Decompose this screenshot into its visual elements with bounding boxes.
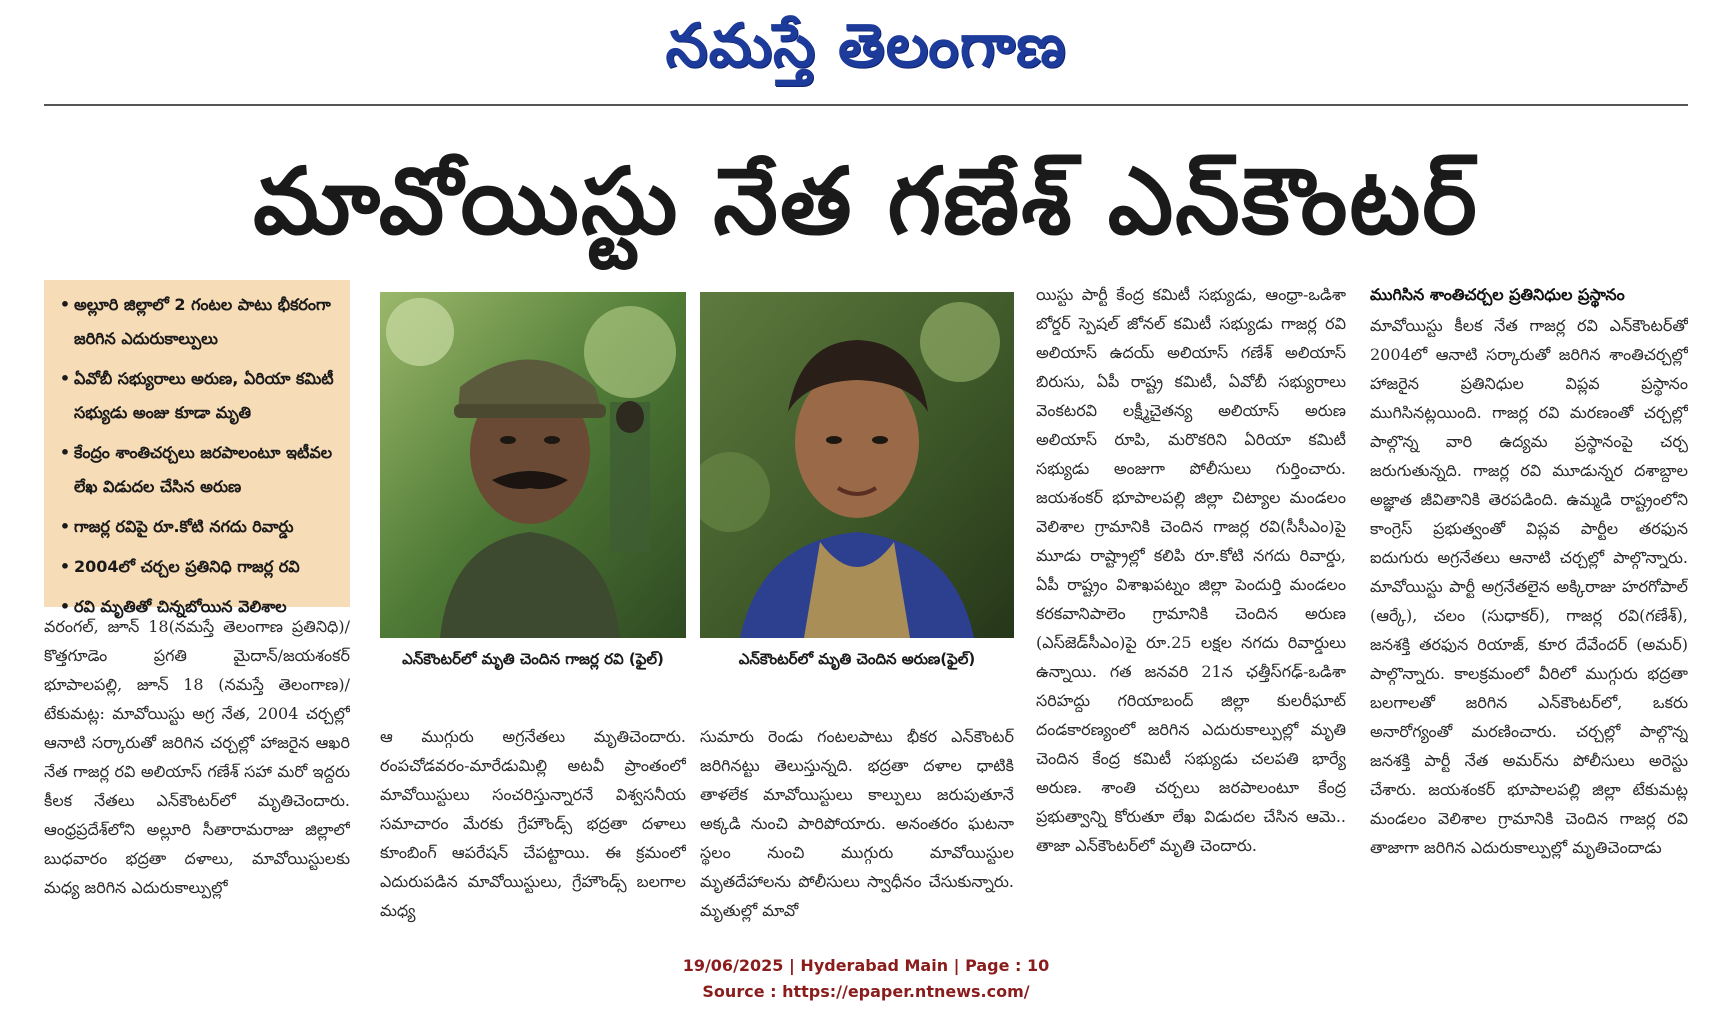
highlight-text: గాజర్ల రవిపై రూ.కోటి నగదు రివార్డు: [74, 517, 294, 536]
bullet-icon: •: [59, 597, 71, 616]
footer-issue-info: 19/06/2025 | Hyderabad Main | Page : 10: [682, 956, 1050, 975]
photo-aruna: [700, 292, 1014, 638]
bullet-icon: •: [59, 295, 71, 314]
column-text: యిస్టు పార్టీ కేంద్ర కమిటీ సభ్యుడు, ఆంధ్రా-ఒడిశా బోర్డర్ స్పెషల్ జోనల్ కమిటీ సభ్యుడు గాజర్ల రవి అలియాస్ ఉదయ్ అలియాస్ గణేశ్ అలియాస్ బిరుసు, ఏపీ రాష్ట్ర కమిటీ, ఏవోబీ సభ్యురాలు వెంకటరవి లక్ష్మీచైతన్య అలియాస్ అరుణ అలియాస్ రూపి, మరొకరిని ఏరియా కమిటీ సభ్యుడు అంజుగా పోలీసులు గుర్తించారు. జయశంకర్ భూపాలపల్లి జిల్లా చిట్యాల మండలం వెలిశాల గ్రామానికి చెందిన గాజర్ల రవి(సీసీఎం)పై మూడు రాష్ట్రాల్లో కలిపి రూ.కోటి నగదు రివార్డు, ఏపీ రాష్ట్రం విశాఖపట్నం జిల్లా పెందుర్తి మండలం కరకవానిపాలెం గ్రామానికి చెందిన అరుణ (ఎస్‌జెడ్‌సీఎం)పై రూ.25 లక్షల నగదు రివార్డులు ఉన్నాయి. గత జనవరి 21న ఛత్తీస్‌గఢ్-ఒడిశా సరిహద్దు గరియాబంద్ జిల్లా కులరీఘాట్ దండకారణ్యంలో జరిగిన ఎదురుకాల్పుల్లో మృతి చెందిన కేంద్ర కమిటీ సభ్యుడు చలపతి భార్యే అరుణ. శాంతి చర్చలు జరపాలంటూ కేంద్ర ప్రభుత్వాన్ని కోరుతూ లేఖ విడుదల చేసిన ఆమె.. తాజా ఎన్‌కౌంటర్‌లో మృతి చెందారు.: [1036, 285, 1346, 855]
column-text: సుమారు రెండు గంటలపాటు భీకర ఎన్‌కౌంటర్ జరిగినట్టు తెలుస్తున్నది. భద్రతా దళాల ధాటికి తాళలేక మావోయిస్టులు కాల్పులు జరుపుతూనే అక్కడి నుంచి పారిపోయారు. అనంతరం ఘటనా స్థలం నుంచి ముగ్గురు మావోయిస్టుల మృతదేహాలను పోలీసులు స్వాధీనం చేసుకున్నారు. మృతుల్లో మావో: [700, 727, 1014, 920]
highlight-item: [56, 362, 340, 430]
photo-gajarla-ravi: [380, 292, 686, 638]
highlight-text: 2004లో చర్చల ప్రతినిధి గాజర్ల రవి: [74, 557, 300, 576]
column-subheading: ముగిసిన శాంతిచర్చల ప్రతినిధుల ప్రస్థానం: [1370, 285, 1625, 304]
highlight-text: ఏవోబీ సభ్యురాలు అరుణ, ఏరియా కమిటీ సభ్యుడు అంజు కూడా మృతి: [74, 369, 334, 422]
newspaper-masthead: [0, 4, 1732, 88]
highlight-text: కేంద్రం శాంతిచర్చలు జరపాలంటూ ఇటీవల లేఖ విడుదల చేసిన అరుణ: [74, 443, 333, 496]
footer-source-link[interactable]: Source : https://epaper.ntnews.com/: [702, 982, 1030, 1001]
column-text: మావోయిస్టు కీలక నేత గాజర్ల రవి ఎన్‌కౌంటర్‌తో 2004లో ఆనాటి సర్కారుతో జరిగిన శాంతిచర్చల్లో హాజరైన ప్రతినిధుల విప్లవ ప్రస్థానం ముగిసినట్లయింది. గాజర్ల రవి మరణంతో చర్చల్లో పాల్గొన్న వారి ఉద్యమ ప్రస్థానంపై చర్చ జరుగుతున్నది. గాజర్ల రవి మూడున్నర దశాబ్దాల అజ్ఞాత జీవితానికి తెరపడింది. ఉమ్మడి రాష్ట్రంలోని కాంగ్రెస్ ప్రభుత్వంతో విప్లవ పార్టీల తరఫున ఐదుగురు అగ్రనేతలు ఆనాటి చర్చల్లో పాల్గొన్నారు. మావోయిస్టు పార్టీ అగ్రనేతలైన అక్కిరాజు హరగోపాల్ (ఆర్కే), చలం (సుధాకర్), గాజర్ల రవి(గణేశ్), జనశక్తి తరఫున రియాజ్, కూర దేవేందర్ (అమర్) పాల్గొన్నారు. కాలక్రమంలో వీరిలో ముగ్గురు భద్రతా బలగాలతో జరిగిన ఎన్‌కౌంటర్‌లో, ఒకరు అనారోగ్యంతో మరణించారు. చర్చల్లో పాల్గొన్న జనశక్తి పార్టీ నేత అమర్‌ను పోలీసులు అరెస్టు చేశారు. జయశంకర్ భూపాలపల్లి జిల్లా టేకుమట్ల మండలం వెలిశాల గ్రామానికి చెందిన గాజర్ల రవి తాజాగా జరిగిన ఎదురుకాల్పుల్లో మృతిచెందాడు: [1370, 316, 1688, 857]
highlight-text: రవి మృతితో చిన్నబోయిన వెలిశాల: [74, 597, 287, 616]
column-text: వరంగల్, జూన్ 18(నమస్తే తెలంగాణ ప్రతినిధి)/కొత్తగూడెం ప్రగతి మైదాన్/జయశంకర్ భూపాలపల్లి, జూన్ 18 (నమస్తే తెలంగాణ)/టేకుమట్ల: మావోయిస్టు అగ్ర నేత, 2004 చర్చల్లో ఆనాటి సర్కారుతో జరిగిన చర్చల్లో హాజరైన ఆఖరి నేత గాజర్ల రవి అలియాస్ గణేశ్ సహా మరో ఇద్దరు కీలక నేతలు ఎన్‌కౌంటర్‌లో మృతిచెందారు. ఆంధ్రప్రదేశ్‌లోని అల్లూరి సీతారామరాజు జిల్లాలో బుధవారం భద్రతా దళాలు, మావోయిస్టులకు మధ్య జరిగిన ఎదురుకాల్పుల్లో: [44, 617, 350, 897]
column-text: ఆ ముగ్గురు అగ్రనేతలు మృతిచెందారు. రంపచోడవరం-మారేడుమిల్లి అటవీ ప్రాంతంలో మావోయిస్టులు సంచరిస్తున్నారనే విశ్వసనీయ సమాచారం మేరకు గ్రేహౌండ్స్ భద్రతా దళాలు కూంబింగ్ ఆపరేషన్ చేపట్టాయి. ఈ క్రమంలో ఎదురుపడిన మావోయిస్టులు, గ్రేహౌండ్స్ బలగాల మధ్య: [380, 727, 686, 920]
bullet-icon: •: [59, 369, 71, 388]
portrait-image: [700, 292, 1014, 638]
masthead-divider: [44, 104, 1688, 106]
highlight-text: అల్లూరి జిల్లాలో 2 గంటల పాటు భీకరంగా జరిగిన ఎదురుకాల్పులు: [74, 295, 331, 348]
masthead-title: నమస్తే తెలంగాణ: [665, 11, 1067, 81]
article-column-3: [700, 722, 1014, 924]
highlight-item: [56, 510, 340, 544]
photo-caption-left: ఎన్‌కౌంటర్‌లో మృతి చెందిన గాజర్ల రవి (ఫైల్): [402, 650, 664, 668]
highlight-item: [56, 550, 340, 584]
highlights-box: [44, 280, 350, 616]
bullet-icon: •: [59, 557, 71, 576]
article-column-4: [1036, 280, 1346, 924]
portrait-image: [380, 292, 686, 638]
highlight-item: [56, 288, 340, 356]
article-column-1: [44, 612, 350, 924]
bullet-icon: •: [59, 443, 71, 462]
highlight-item: [56, 436, 340, 504]
photo-caption-right: ఎన్‌కౌంటర్‌లో మృతి చెందిన అరుణ(ఫైల్): [738, 650, 976, 668]
article-headline: మావోయిస్టు నేత గణేశ్ ఎన్‌కౌంటర్: [253, 148, 1479, 255]
article-column-2: [380, 722, 686, 924]
article-column-5: [1370, 280, 1688, 924]
bullet-icon: •: [59, 517, 71, 536]
